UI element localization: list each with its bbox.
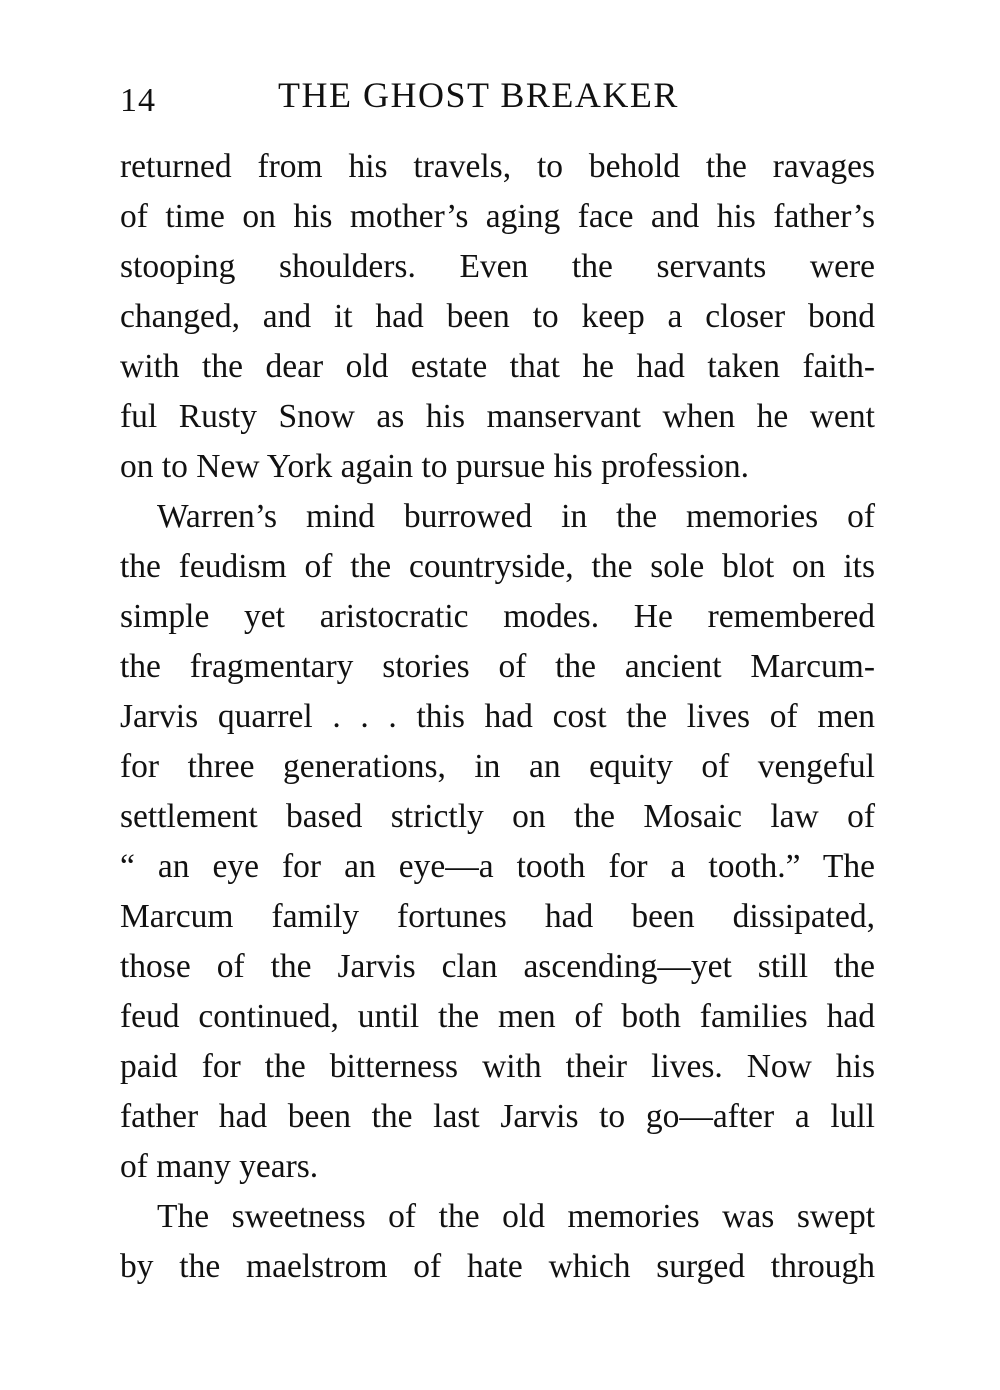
running-head [120,74,875,124]
text-line: returned from his travels, to behold the ravages [120,148,875,185]
text-line: stooping shoulders. Even the servants were [120,248,875,285]
text-line: the fragmentary stories of the ancient Marcum- [120,648,875,685]
text-line: the feudism of the countryside, the sole blot on its [120,548,875,585]
paragraph-first-line: Warren’s mind burrowed in the memories of [157,498,875,535]
text-line: Jarvis quarrel . . . this had cost the lives of men [120,698,875,735]
paragraph-last-line: on to New York again to pursue his profession. [120,448,750,485]
text-line: those of the Jarvis clan ascending—yet still the [120,948,875,985]
running-title: THE GHOST BREAKER [278,75,679,115]
text-line: for three generations, in an equity of vengeful [120,748,875,785]
text-line: feud continued, until the men of both families had [120,998,875,1035]
paragraph-last-line: of many years. [120,1148,319,1185]
text-line: Marcum family fortunes had been dissipated, [120,898,875,935]
text-line: ful Rusty Snow as his manservant when he went [120,398,875,435]
text-line: with the dear old estate that he had taken faith- [120,348,875,385]
text-line: father had been the last Jarvis to go—after a lull [120,1098,875,1135]
text-line: settlement based strictly on the Mosaic law of [120,798,875,835]
text-line: changed, and it had been to keep a closer bond [120,298,875,335]
text-line: “ an eye for an eye—a tooth for a tooth.” The [120,848,875,885]
text-line: of time on his mother’s aging face and his father’s [120,198,875,235]
text-line: by the maelstrom of hate which surged through [120,1248,875,1285]
text-line: simple yet aristocratic modes. He remembered [120,598,875,635]
paragraph-first-line: The sweetness of the old memories was swept [157,1198,875,1235]
page-number: 14 [120,82,156,119]
text-line: paid for the bitterness with their lives. Now his [120,1048,875,1085]
body-text [120,142,875,1292]
